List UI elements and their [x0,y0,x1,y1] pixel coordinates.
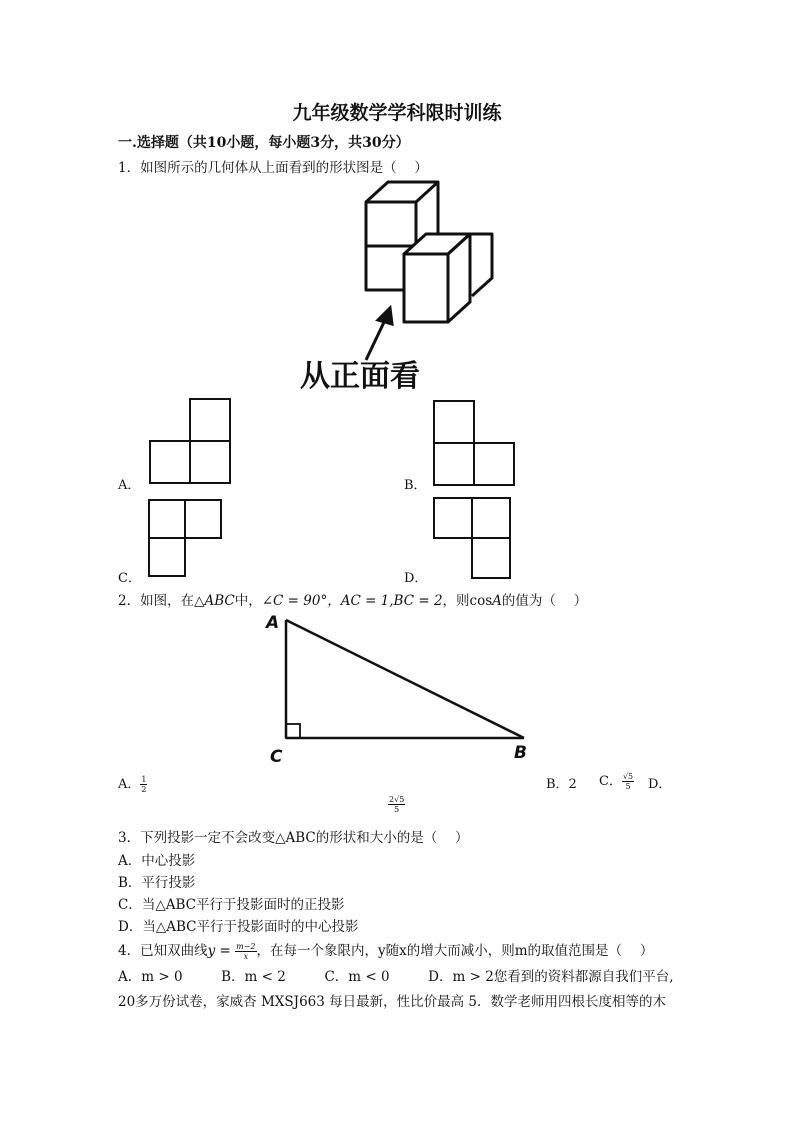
q4-options [118,965,674,985]
q1-option-c-label: C． [118,571,141,586]
vertex-a-label: A [266,613,280,633]
q1-figure-caption: 从正面看 [300,359,420,394]
q4-trailing-text: 您看到的资料都源自我们平台, [493,969,674,985]
q4-option-c: C．m < 0 [324,969,390,985]
q1-option-b-label: B． [404,478,427,493]
footer-line: 20多万份试卷，家威杏 MXSJ663 每日最新，性比价最高 5．数学老师用四根长度相等的木 [118,994,667,1010]
q1-stem: 1．如图所示的几何体从上面看到的形状图是（ ） [118,160,428,176]
vertex-b-label: B [514,743,527,763]
section-header: 一.选择题（共10小题，每小题3分，共30分） [118,135,410,151]
q2-option-b: B．2 [546,777,577,792]
q4-option-d: D．m > 2 [428,969,494,985]
q1-option-a-label: A． [118,478,141,493]
q4-option-b: B．m < 2 [221,969,286,985]
q1-solid-figure [298,178,498,393]
q3-option-b: B．平行投影 [118,875,196,891]
q1-option-c-figure [146,497,226,579]
q4-stem: 4．已知双曲线y = $\frac{m-2}{x}$ ，在每一个象限内，y随x的增大而减小，则m的取值范围是（ ） [118,942,654,961]
q1-option-d-figure [431,496,515,580]
q4-option-a: A．m > 0 [118,969,183,985]
vertex-c-label: C [270,747,283,767]
q3-option-c: C．当△ABC平行于投影面时的正投影 [118,897,345,913]
q3-option-d: D．当△ABC平行于投影面时的中心投影 [118,919,359,935]
page-title: 九年级数学学科限时训练 [292,102,502,124]
q2-option-c: C． $\frac{√5}{5}$ [599,772,634,791]
q2-stem: 2．如图，在△ABC中，∠C = 90°，AC = 1,BC = 2，则cosA的值为（ ） [118,593,588,609]
q2-triangle-figure [262,608,542,768]
q2-option-d-value: $\frac{2√5}{5}$ [389,795,405,814]
q1-option-b-figure [431,399,517,487]
q3-stem: 3．下列投影一定不会改变△ABC的形状和大小的是（ ） [118,830,469,846]
q1-option-a-figure [147,397,233,485]
q1-option-d-label: D． [404,571,428,586]
q3-option-a: A．中心投影 [118,853,196,869]
q2-option-d-label: D． [648,777,672,792]
q2-option-a: A． $\frac{1}{2}$ [118,775,147,794]
